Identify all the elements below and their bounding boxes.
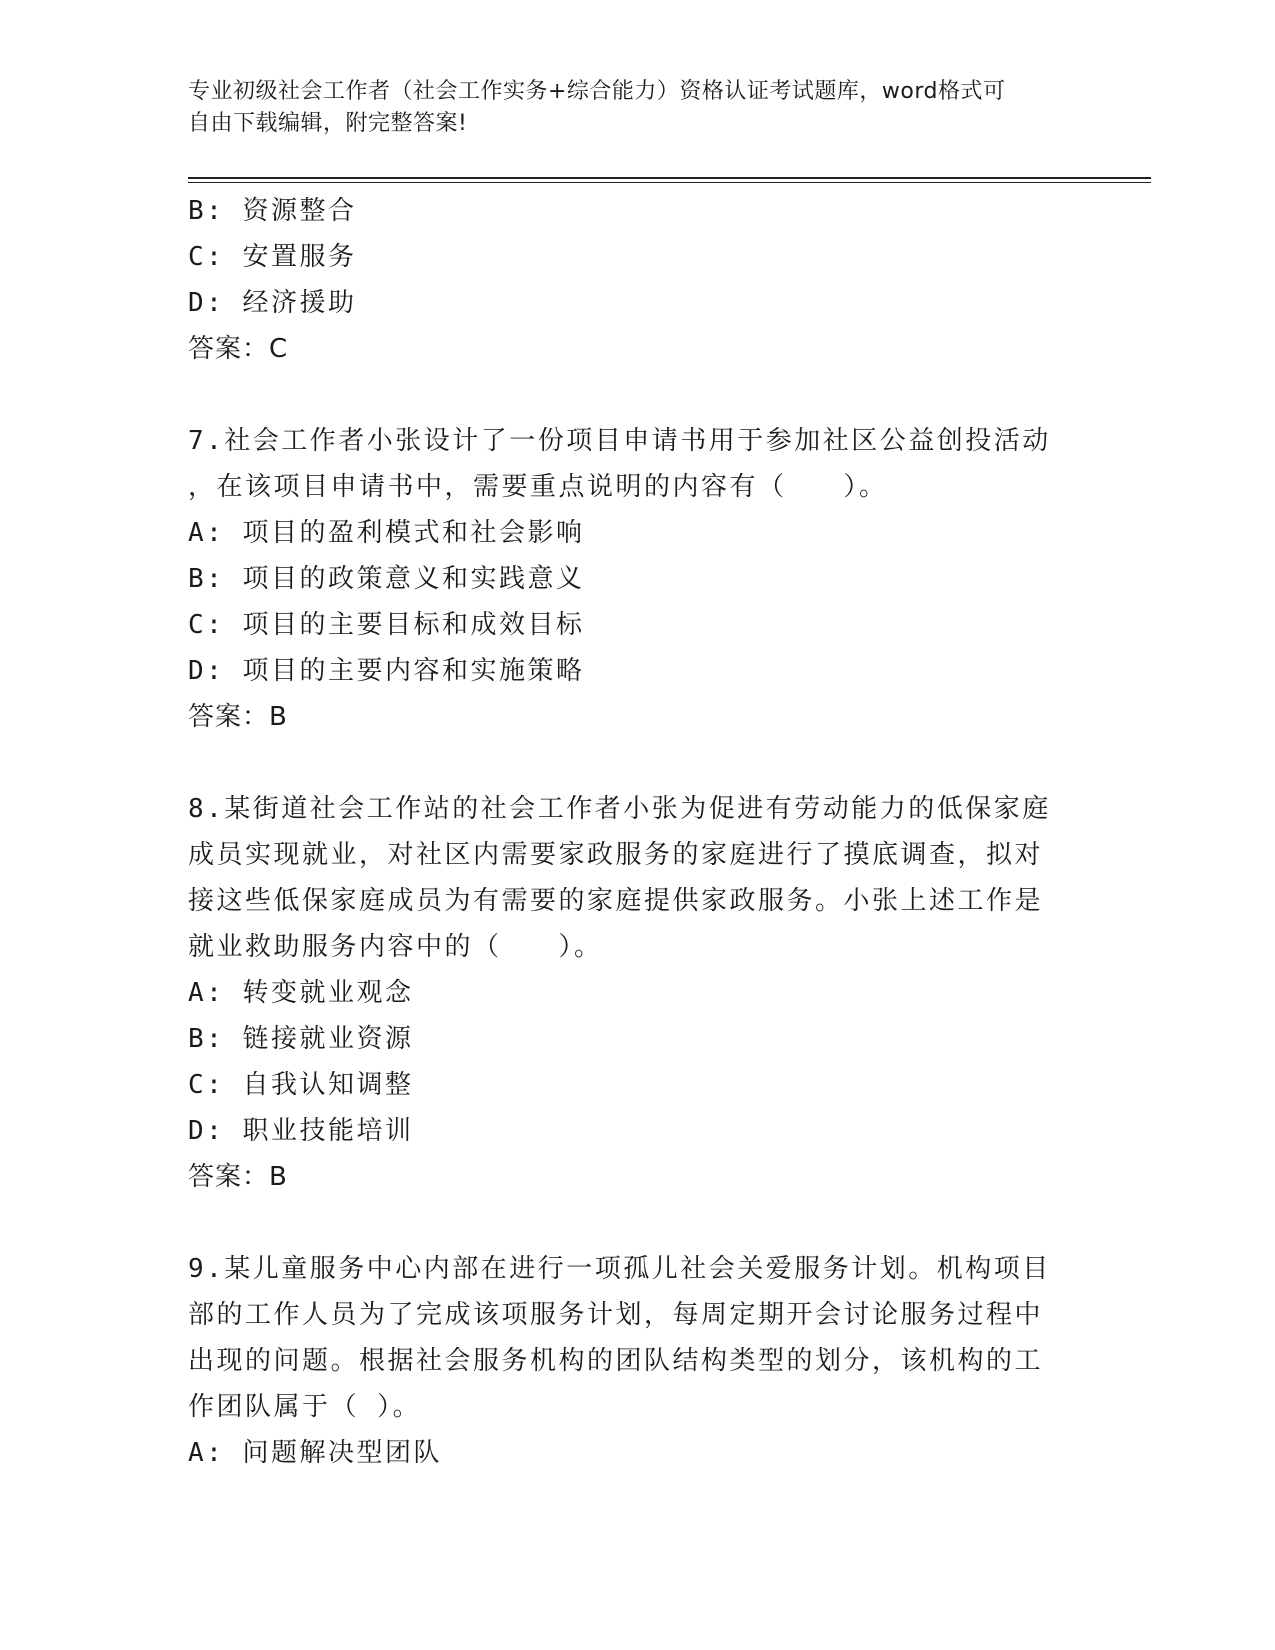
exam-content xyxy=(188,188,1068,1476)
question-9 xyxy=(188,1246,1068,1476)
option-c: C: 自我认知调整 xyxy=(188,1070,414,1100)
option-c: C: 项目的主要目标和成效目标 xyxy=(188,610,585,640)
question-text-line: 8.某街道社会工作站的社会工作者小张为促进有劳动能力的低保家庭 xyxy=(188,794,1051,824)
spacer xyxy=(188,740,1068,786)
header-line-2: 自由下载编辑，附完整答案! xyxy=(188,111,468,136)
question-7 xyxy=(188,418,1068,740)
question-text-line: 接这些低保家庭成员为有需要的家庭提供家政服务。小张上述工作是 xyxy=(188,886,1044,916)
option-d: D: 职业技能培训 xyxy=(188,1116,414,1146)
question-8 xyxy=(188,786,1068,1200)
option-b: B: 项目的政策意义和实践意义 xyxy=(188,564,585,594)
option-b: B: 链接就业资源 xyxy=(188,1024,414,1054)
question-6 xyxy=(188,188,1068,372)
option-a: A: 问题解决型团队 xyxy=(188,1438,442,1468)
option-c: C: 安置服务 xyxy=(188,242,357,272)
spacer xyxy=(188,1200,1068,1246)
question-text-line: 成员实现就业，对社区内需要家政服务的家庭进行了摸底调查，拟对 xyxy=(188,840,1044,870)
answer: 答案：B xyxy=(188,702,288,732)
spacer xyxy=(188,372,1068,418)
question-text-line: ，在该项目申请书中，需要重点说明的内容有（ ）。 xyxy=(188,472,888,502)
question-text-line: 就业救助服务内容中的（ ）。 xyxy=(188,932,603,962)
option-a: A: 项目的盈利模式和社会影响 xyxy=(188,518,585,548)
question-text-line: 部的工作人员为了完成该项服务计划，每周定期开会讨论服务过程中 xyxy=(188,1300,1044,1330)
option-d: D: 项目的主要内容和实施策略 xyxy=(188,656,585,686)
answer: 答案：B xyxy=(188,1162,288,1192)
header-line-1: 专业初级社会工作者（社会工作实务+综合能力）资格认证考试题库，word格式可 xyxy=(188,79,1006,104)
question-text-line: 出现的问题。根据社会服务机构的团队结构类型的划分，该机构的工 xyxy=(188,1346,1044,1376)
page-header xyxy=(188,76,1088,140)
option-a: A: 转变就业观念 xyxy=(188,978,414,1008)
question-text-line: 7.社会工作者小张设计了一份项目申请书用于参加社区公益创投活动 xyxy=(188,426,1051,456)
option-b: B: 资源整合 xyxy=(188,196,357,226)
answer: 答案：C xyxy=(188,334,289,364)
question-text-line: 9.某儿童服务中心内部在进行一项孤儿社会关爱服务计划。机构项目 xyxy=(188,1254,1051,1284)
header-divider-thin xyxy=(188,182,1151,183)
question-text-line: 作团队属于（ ）。 xyxy=(188,1392,422,1422)
option-d: D: 经济援助 xyxy=(188,288,357,318)
header-divider-thick xyxy=(188,177,1151,179)
